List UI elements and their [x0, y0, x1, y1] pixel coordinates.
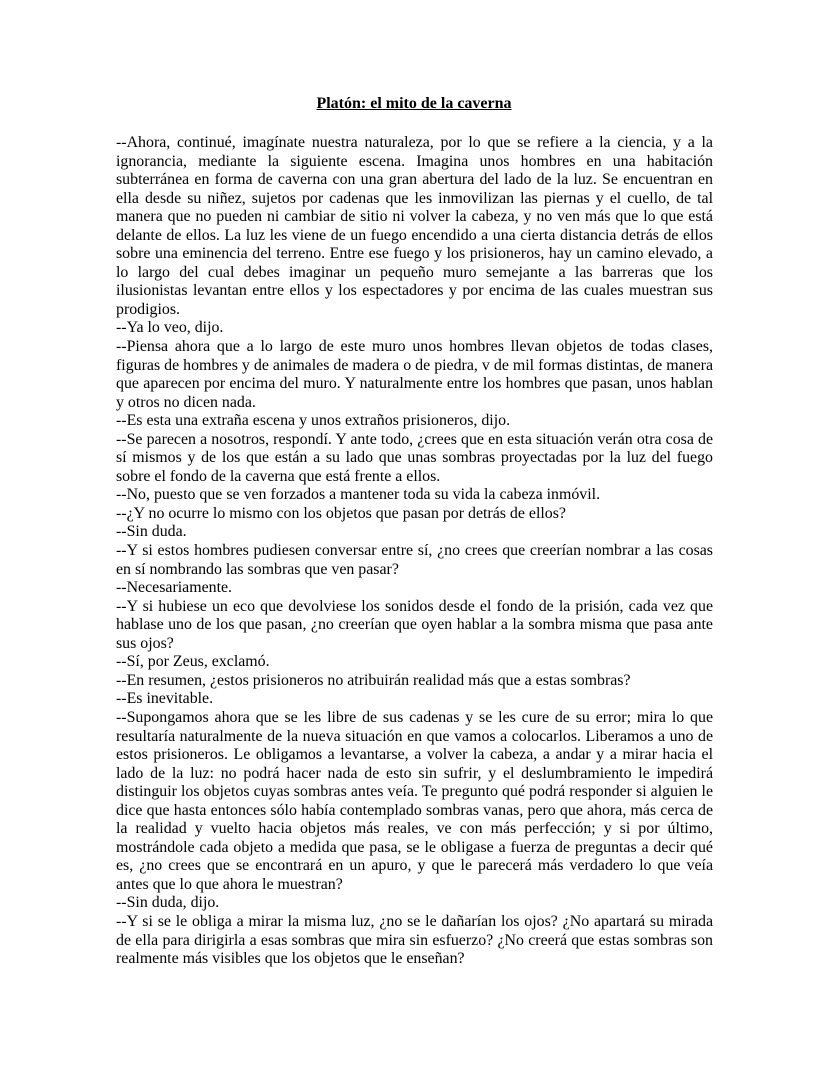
- paragraph: --Sí, por Zeus, exclamó.: [116, 653, 270, 671]
- paragraph: --Necesariamente.: [116, 579, 233, 597]
- paragraph: --Ahora, continué, imagínate nuestra naturaleza, por lo que se refiere a la ciencia, y a la ignorancia, mediante la siguiente escena. Imagina unos hombres en una habitación subterránea en forma de caverna con una gran abertura del lado de la luz. Se encuentran en ella desde su niñez, sujetos por cadenas que les inmovilizan las piernas y el cuello, de tal manera que no pueden ni cambiar de sitio ni volver la cabeza, y no ven más que lo que está delante de ellos. La luz les viene de un fuego encendido a una cierta distancia detrás de ellos sobre una eminencia del terreno. Entre ese fuego y los prisioneros, hay un camino elevado, a lo largo del cual debes imaginar un pequeño muro semejante a las barreras que los ilusionistas levantan entre ellos y los espectadores y por encima de las cuales muestran sus prodigios.: [116, 134, 713, 318]
- paragraph: --Sin duda.: [116, 523, 187, 541]
- document-body: [116, 134, 713, 969]
- paragraph: --¿Y no ocurre lo mismo con los objetos que pasan por detrás de ellos?: [116, 504, 566, 522]
- paragraph: --Supongamos ahora que se les libre de sus cadenas y se les cure de su error; mira lo que resultaría naturalmente de la nueva situación en que vamos a colocarlos. Liberamos a uno de estos prisioneros. Le obligamos a levantarse, a volver la cabeza, a andar y a mirar hacia el lado de la luz: no podrá hacer nada de esto sin sufrir, y el deslumbramiento le impedirá distinguir los objetos cuyas sombras antes veía. Te pregunto qué podrá responder si alguien le dice que hasta entonces sólo había contemplado sombras vanas, pero que ahora, más cerca de la realidad y vuelto hacia objetos más reales, ve con más perfección; y si por último, mostrándole cada objeto a medida que pasa, se le obligase a fuerza de preguntas a decir qué es, ¿no crees que se encontrará en un apuro, y que le parecerá más verdadero lo que veía antes que lo que ahora le muestran?: [116, 708, 713, 893]
- document-title: Platón: el mito de la caverna: [316, 95, 512, 112]
- paragraph: --Y si se le obliga a mirar la misma luz, ¿no se le dañarían los ojos? ¿No apartará su mirada de ella para dirigirla a esas sombras que mira sin esfuerzo? ¿No creerá que estas sombras son realmente más visibles que los objetos que le enseñan?: [116, 912, 713, 968]
- paragraph: --Y si hubiese un eco que devolviese los sonidos desde el fondo de la prisión, cada vez que hablase uno de los que pasan, ¿no creerían que oyen hablar a la sombra misma que pasa ante sus ojos?: [116, 597, 713, 652]
- paragraph: --Es esta una extraña escena y unos extraños prisioneros, dijo.: [116, 412, 511, 430]
- paragraph: --Ya lo veo, dijo.: [116, 319, 224, 337]
- paragraph: --Es inevitable.: [116, 690, 214, 708]
- paragraph: --Sin duda, dijo.: [116, 894, 220, 912]
- paragraph: --No, puesto que se ven forzados a mantener toda su vida la cabeza inmóvil.: [116, 486, 601, 504]
- paragraph: --Se parecen a nosotros, respondí. Y ante todo, ¿crees que en esta situación verán otra cosa de sí mismos y de los que están a su lado que unas sombras proyectadas por la luz del fuego sobre el fondo de la caverna que está frente a ellos.: [116, 430, 713, 485]
- paragraph: --En resumen, ¿estos prisioneros no atribuirán realidad más que a estas sombras?: [116, 671, 631, 689]
- paragraph: --Y si estos hombres pudiesen conversar entre sí, ¿no crees que creerían nombrar a las cosas en sí nombrando las sombras que ven pasar?: [116, 542, 713, 578]
- paragraph: --Piensa ahora que a lo largo de este muro unos hombres llevan objetos de todas clases, figuras de hombres y de animales de madera o de piedra, v de mil formas distintas, de manera que aparecen por encima del muro. Y naturalmente entre los hombres que pasan, unos hablan y otros no dicen nada.: [116, 338, 713, 411]
